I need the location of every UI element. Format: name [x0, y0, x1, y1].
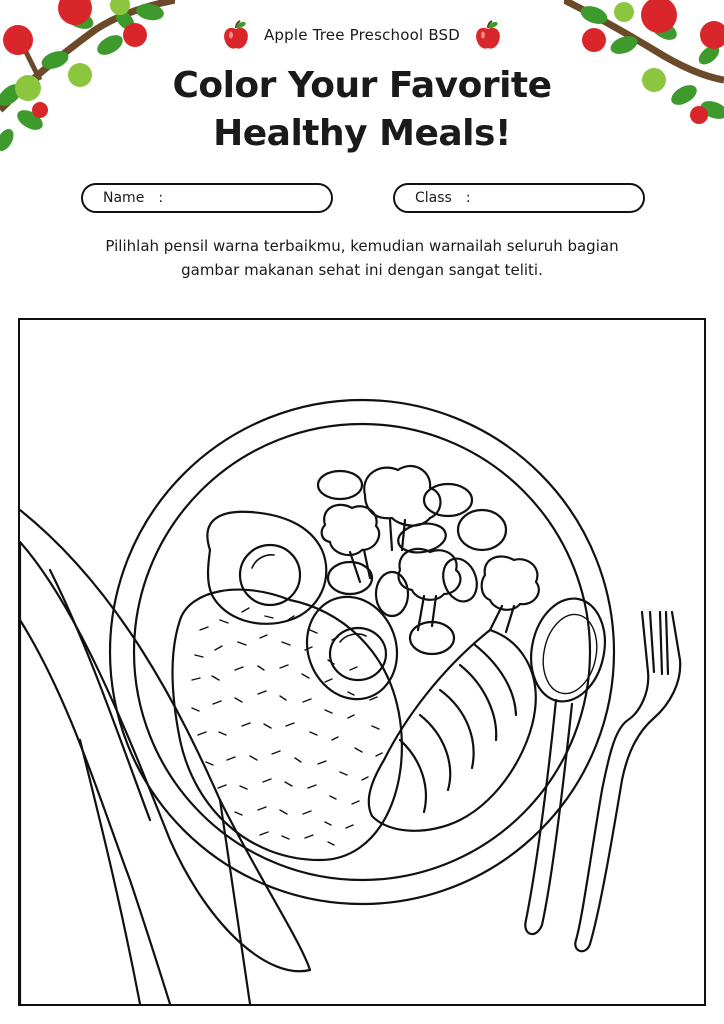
fried-egg: [207, 512, 326, 624]
napkin: [20, 510, 310, 1004]
apple-icon: [222, 20, 250, 50]
instructions-line-1: Pilihlah pensil warna terbaikmu, kemudian warnailah seluruh bagian: [105, 237, 619, 255]
fork: [575, 612, 680, 951]
instructions: [40, 234, 684, 282]
name-separator: :: [158, 190, 164, 206]
header: [0, 20, 724, 50]
plate: [110, 400, 614, 904]
spoon: [522, 592, 614, 934]
coloring-frame: [18, 318, 706, 1006]
page-title: [0, 62, 724, 158]
apple-icon: [474, 20, 502, 50]
school-name: Apple Tree Preschool BSD: [263, 26, 461, 44]
class-field[interactable]: [393, 183, 645, 213]
class-label: Class: [415, 190, 452, 206]
page-title-line-2: Healthy Meals!: [213, 113, 511, 154]
page-title-line-1: Color Your Favorite: [172, 65, 552, 106]
name-field[interactable]: [81, 183, 333, 213]
broccoli: [322, 466, 539, 632]
healthy-meal-coloring-illustration: [20, 320, 704, 1004]
name-label: Name: [103, 190, 145, 206]
class-separator: :: [465, 190, 471, 206]
instructions-line-2: gambar makanan sehat ini dengan sangat teliti.: [181, 261, 543, 279]
